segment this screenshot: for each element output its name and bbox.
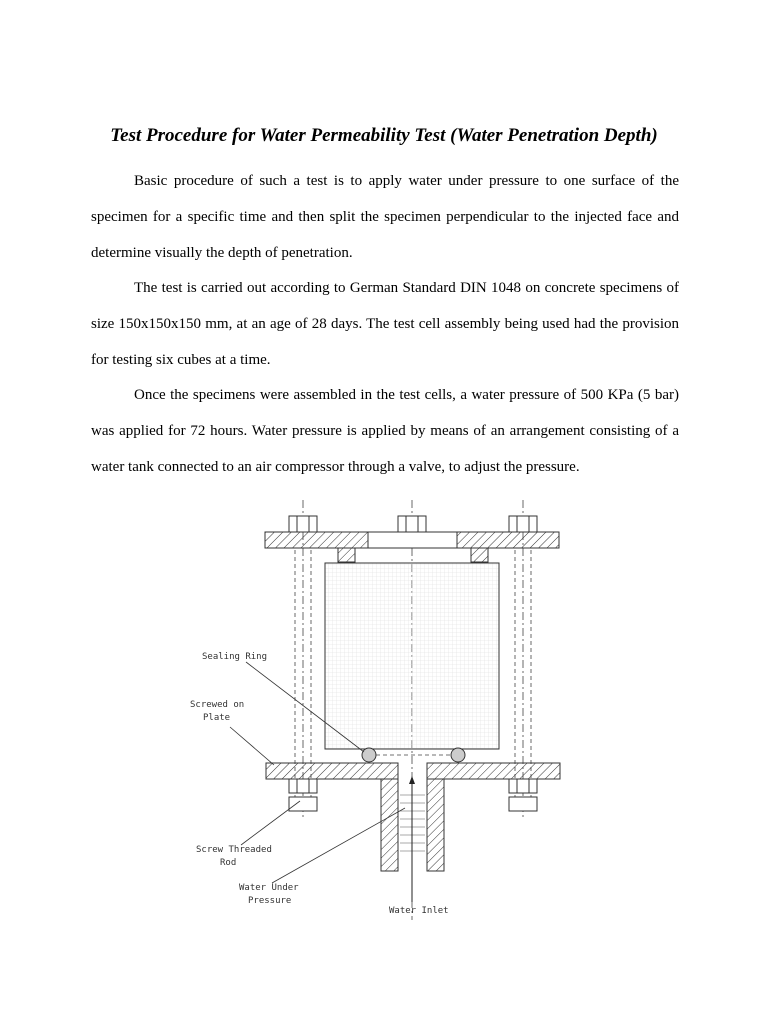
label-screw-threaded: Screw Threaded — [196, 845, 272, 855]
top-plate — [265, 532, 559, 548]
label-screwed-on: Screwed on — [190, 700, 245, 710]
top-supports — [338, 548, 488, 562]
label-pressure: Pressure — [248, 896, 292, 906]
paragraph-standard: The test is carried out according to German Standard DIN 1048 on concrete specimens of size 150x150x150 mm, at an age of 28 days. The test cell assembly being used had the provision for testing six cubes at a time. — [91, 280, 679, 368]
page-title: Test Procedure for Water Permeability Test (Water Penetration Depth) — [110, 125, 658, 146]
label-water-under: Water Under — [239, 883, 299, 893]
concrete-specimen — [325, 563, 499, 749]
test-cell-diagram — [0, 490, 768, 920]
inlet-arrow-head — [409, 776, 415, 784]
label-sealing-ring: Sealing Ring — [202, 652, 268, 662]
test-cell-svg — [0, 490, 768, 920]
top-nuts — [289, 516, 537, 532]
paragraph-procedure: Basic procedure of such a test is to apply water under pressure to one surface of the specimen for a specific time and then split the specimen perpendicular to the injected face and determine visually the depth of penetration. — [91, 173, 679, 261]
paragraph-pressure: Once the specimens were assembled in the test cells, a water pressure of 500 KPa (5 bar) was applied for 72 hours. Water pressure is applied by means of an arrangement consisting of a water tank connected to an air compressor through a valve, to adjust the pressure. — [91, 387, 679, 475]
label-water-inlet: Water Inlet — [389, 906, 449, 916]
label-plate: Plate — [203, 713, 231, 723]
bottom-plate — [266, 763, 560, 779]
label-rod: Rod — [220, 858, 237, 868]
